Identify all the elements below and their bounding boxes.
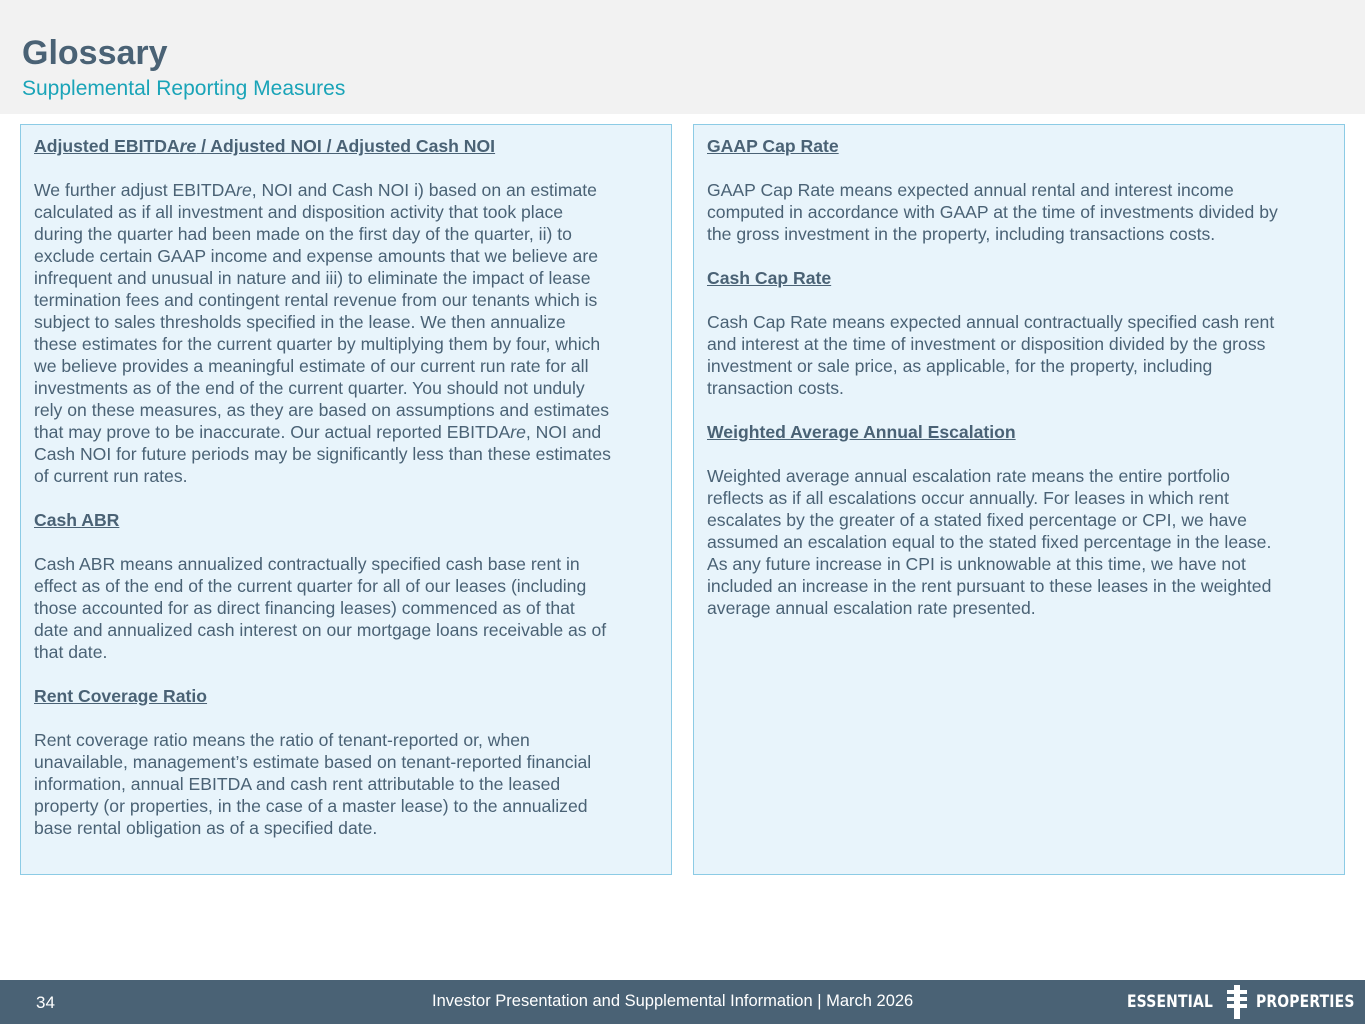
text-line: exclude certain GAAP income and expense amounts that we believe are [34,246,598,266]
text-line: included an increase in the rent pursuant to these leases in the weighted [707,576,1272,596]
glossary-panel-right [693,124,1345,875]
text-line: calculated as if all investment and disposition activity that took place [34,202,564,222]
text-line: rely on these measures, as they are based on assumptions and estimates [34,400,610,420]
essential-properties-logo-mark-icon [1224,984,1250,1020]
footer-caption: Investor Presentation and Supplemental Information | March 2026 [432,992,914,1010]
glossary-panel-left [20,124,672,875]
company-logo [1127,984,1365,1020]
text-line: base rental obligation as of a specified date. [34,818,378,838]
text-line: computed in accordance with GAAP at the time of investments divided by [707,202,1278,222]
text-line: the gross investment in the property, including transactions costs. [707,224,1216,244]
text-line: those accounted for as direct financing leases) commenced as of that [34,598,575,618]
text-line: assumed an escalation equal to the stated fixed percentage in the lease. [707,532,1272,552]
section-body-rent-coverage-ratio [34,729,658,839]
text-line: subject to sales thresholds specified in the lease. We then annualize [34,312,566,332]
text-line: investment or sale price, as applicable, for the property, including [707,356,1213,376]
section-body-adjusted-ebitdare [34,179,658,487]
section-body-cash-abr [34,553,658,663]
text-line: that may prove to be inaccurate. Our actual reported EBITDAre, NOI and [34,422,602,442]
section-heading-rent-coverage-ratio: Rent Coverage Ratio [34,686,208,706]
page-footer [0,980,1365,1024]
text-line: Rent coverage ratio means the ratio of tenant-reported or, when [34,730,530,750]
page-header [0,0,1365,114]
section-heading-cash-abr: Cash ABR [34,510,120,530]
text-line: transaction costs. [707,378,844,398]
section-body-weighted-average-annual-escalation [707,465,1331,619]
logo-word-right: PROPERTIES [1255,992,1355,1012]
text-line: Cash ABR means annualized contractually specified cash base rent in [34,554,580,574]
section-heading-cash-cap-rate: Cash Cap Rate [707,268,832,288]
section-heading-adjusted-ebitdare: Adjusted EBITDAre / Adjusted NOI / Adjusted Cash NOI [34,136,496,156]
text-line: Cash Cap Rate means expected annual contractually specified cash rent [707,312,1275,332]
text-line: we believe provides a meaningful estimate of our current run rate for all [34,356,589,376]
text-line: GAAP Cap Rate means expected annual rental and interest income [707,180,1234,200]
text-line: average annual escalation rate presented. [707,598,1036,618]
text-line: termination fees and contingent rental revenue from our tenants which is [34,290,598,310]
text-line: effect as of the end of the current quarter for all of our leases (including [34,576,587,596]
text-line: that date. [34,642,108,662]
text-line: As any future increase in CPI is unknowable at this time, we have not [707,554,1246,574]
text-line: these estimates for the current quarter by multiplying them by four, which [34,334,601,354]
section-body-gaap-cap-rate [707,179,1331,245]
text-line: property (or properties, in the case of a master lease) to the annualized [34,796,588,816]
text-line: information, annual EBITDA and cash rent attributable to the leased [34,774,561,794]
section-body-cash-cap-rate [707,311,1331,399]
text-line: date and annualized cash interest on our mortgage loans receivable as of [34,620,607,640]
section-heading-weighted-average-annual-escalation: Weighted Average Annual Escalation [707,422,1016,442]
logo-word-left: ESSENTIAL [1127,992,1214,1012]
text-line: escalates by the greater of a stated fixed percentage or CPI, we have [707,510,1247,530]
text-line: investments as of the end of the current quarter. You should not unduly [34,378,585,398]
page-title: Glossary [22,34,168,72]
text-line: of current run rates. [34,466,188,486]
text-line: Cash NOI for future periods may be significantly less than these estimates [34,444,611,464]
text-line: reflects as if all escalations occur annually. For leases in which rent [707,488,1229,508]
page-number: 34 [36,993,55,1012]
page-subtitle: Supplemental Reporting Measures [22,77,346,100]
text-line: Weighted average annual escalation rate means the entire portfolio [707,466,1230,486]
section-heading-gaap-cap-rate: GAAP Cap Rate [707,136,839,156]
text-line: We further adjust EBITDAre, NOI and Cash NOI i) based on an estimate [34,180,597,200]
text-line: during the quarter had been made on the first day of the quarter, ii) to [34,224,572,244]
text-line: infrequent and unusual in nature and iii) to eliminate the impact of lease [34,268,591,288]
text-line: unavailable, management’s estimate based on tenant-reported financial [34,752,592,772]
text-line: and interest at the time of investment or disposition divided by the gross [707,334,1266,354]
